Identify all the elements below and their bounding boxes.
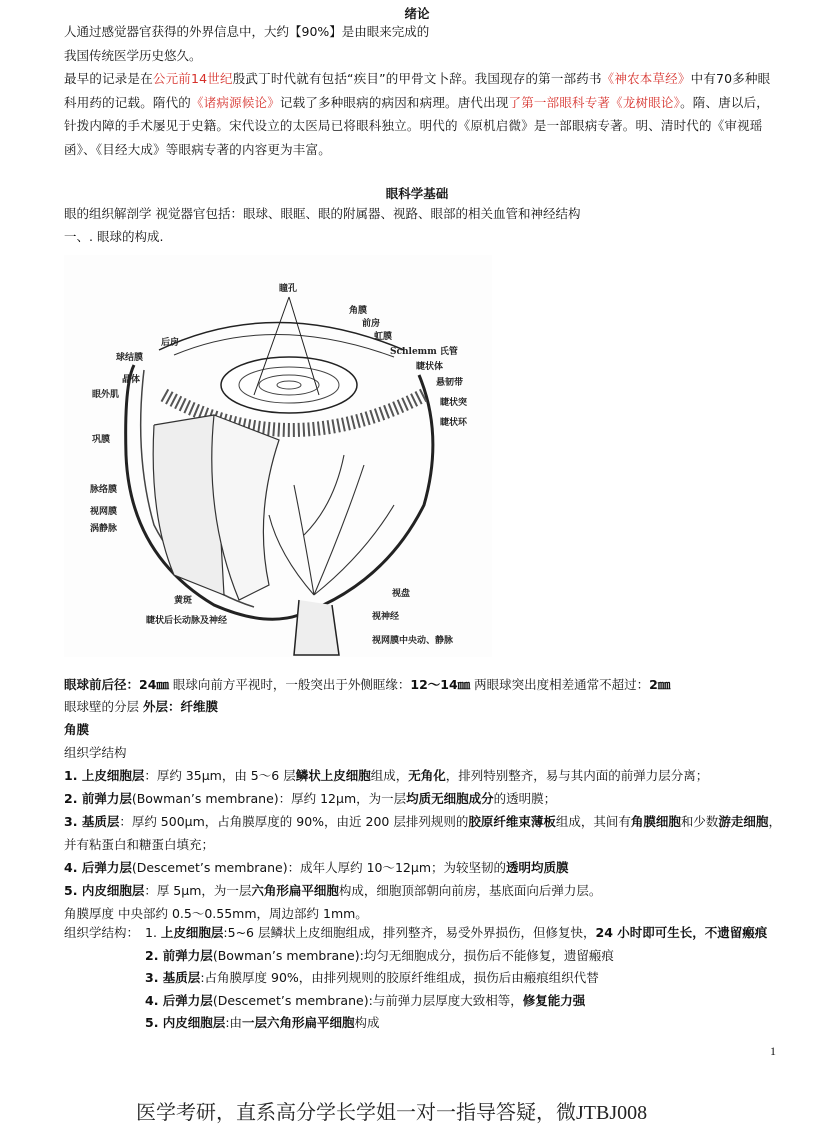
summary-item: 4. 后弹力层(Descemet’s membrane):与前弹力层厚度大致相等，修复能力强: [145, 993, 586, 1008]
cornea-layer-line: 5. 内皮细胞层：厚 5μm，为一层六角形扁平细胞构成，细胞顶部朝向前房，基底面向后弹力层。: [64, 883, 602, 898]
svg-text:睫状后长动脉及神经: 睫状后长动脉及神经: [146, 616, 228, 626]
svg-text:前房: 前房: [362, 319, 381, 329]
summary-prefix: 组织学结构：: [64, 925, 140, 940]
svg-text:视网膜中央动、静脉: 视网膜中央动、静脉: [372, 636, 454, 646]
basics-line-2: 一、. 眼球的构成.: [64, 229, 164, 244]
label-pupil: 瞳孔: [279, 284, 298, 294]
svg-text:眼外肌: 眼外肌: [92, 390, 120, 400]
svg-text:巩膜: 巩膜: [92, 435, 111, 445]
intro-line-2: 我国传统医学历史悠久。: [64, 48, 202, 63]
svg-text:视神经: 视神经: [372, 612, 400, 622]
section-title-basics: 眼科学基础: [385, 186, 449, 201]
svg-text:睫状体: 睫状体: [416, 362, 444, 372]
summary-item: 3. 基质层:占角膜厚度 90%，由排列规则的胶原纤维组成，损伤后由瘢痕组织代替: [145, 970, 599, 985]
svg-text:虹膜: 虹膜: [374, 332, 393, 342]
svg-text:涡静脉: 涡静脉: [90, 524, 118, 534]
svg-text:晶体: 晶体: [122, 375, 141, 385]
summary-item: 1. 上皮细胞层:5~6 层鳞状上皮细胞组成，排列整齐，易受外界损伤，但修复快，24 小时即可生长，不遗留瘢痕: [145, 925, 768, 940]
svg-text:视盘: 视盘: [392, 589, 411, 599]
cornea-layer-line: 2. 前弹力层(Bowman’s membrane)：厚约 12μm，为一层均质无细胞成分的透明膜；: [64, 791, 557, 806]
eyeball-wall-layers: 眼球壁的分层 外层：纤维膜: [64, 699, 218, 714]
cornea-layer-line: 并有粘蛋白和糖蛋白填充；: [64, 837, 215, 852]
eyeball-dimensions: 眼球前后径：24㎜ 眼球向前方平视时，一般突出于外侧眶缘：12～14㎜ 两眼球突出度相差通常不超过：2㎜: [64, 677, 671, 692]
cornea-layer-line: 3. 基质层：厚约 500μm，占角膜厚度的 90%，由近 200 层排列规则的胶原纤维束薄板组成，其间有角膜细胞和少数游走细胞，: [64, 814, 781, 829]
svg-text:悬韧带: 悬韧带: [436, 378, 464, 388]
summary-item: 2. 前弹力层(Bowman’s membrane):均匀无细胞成分，损伤后不能修复，遗留瘢痕: [145, 948, 614, 963]
cornea-heading: 角膜: [64, 722, 90, 737]
footer-watermark: 医学考研，直系高分学长学姐一对一指导答疑，微JTBJ008: [136, 1102, 648, 1124]
page-number: 1: [770, 1044, 776, 1058]
cornea-layer-line: 1. 上皮细胞层：厚约 35μm，由 5～6 层鳞状上皮细胞组成，无角化，排列特别整齐，易与其内面的前弹力层分离；: [64, 768, 709, 783]
svg-text:后房: 后房: [161, 338, 180, 348]
cornea-layer-line: 角膜厚度 中央部约 0.5～0.55mm，周边部约 1mm。: [64, 906, 368, 921]
svg-text:睫状环: 睫状环: [440, 418, 468, 428]
svg-text:黄斑: 黄斑: [174, 596, 193, 606]
svg-text:视网膜: 视网膜: [90, 507, 118, 517]
svg-text:脉络膜: 脉络膜: [90, 485, 118, 495]
intro-line-1: 人通过感觉器官获得的外界信息中，大约【90%】是由眼来完成的: [64, 24, 430, 39]
cornea-layer-line: 4. 后弹力层(Descemet’s membrane)：成年人厚约 10～12μm；为较坚韧的透明均质膜: [64, 860, 569, 875]
eyeball-anatomy-figure: [64, 255, 492, 657]
basics-line-1: 眼的组织解剖学 视觉器官包括：眼球、眼眶、眼的附属器、视路、眼部的相关血管和神经结构: [64, 206, 581, 221]
section-title-introduction: 绪论: [404, 6, 430, 21]
histology-heading: 组织学结构: [64, 745, 127, 760]
svg-text:球结膜: 球结膜: [116, 353, 144, 363]
svg-text:角膜: 角膜: [349, 306, 368, 316]
history-paragraph: 最早的记录是在公元前14世纪殷武丁时代就有包括“疾目”的甲骨文卜辞。我国现存的第一部药书《神农本草经》中有70多种眼科用药的记载。隋代的《诸病源候论》记载了多种眼病的病因和病理。唐代出现了第一部眼科专著《龙树眼论》。隋、唐以后，针拨内障的手术屡见于史籍。宋代设立的太医局已将眼科独立。明代的《原机启微》是一部眼病专著。明、清时代的《审视瑶函》、《目经大成》等眼病专著的内容更为丰富。: [64, 71, 771, 157]
svg-text:Schlemm 氏管: Schlemm 氏管: [390, 347, 458, 357]
svg-text:睫状突: 睫状突: [440, 398, 468, 408]
summary-item: 5. 内皮细胞层:由一层六角形扁平细胞构成: [145, 1015, 380, 1030]
